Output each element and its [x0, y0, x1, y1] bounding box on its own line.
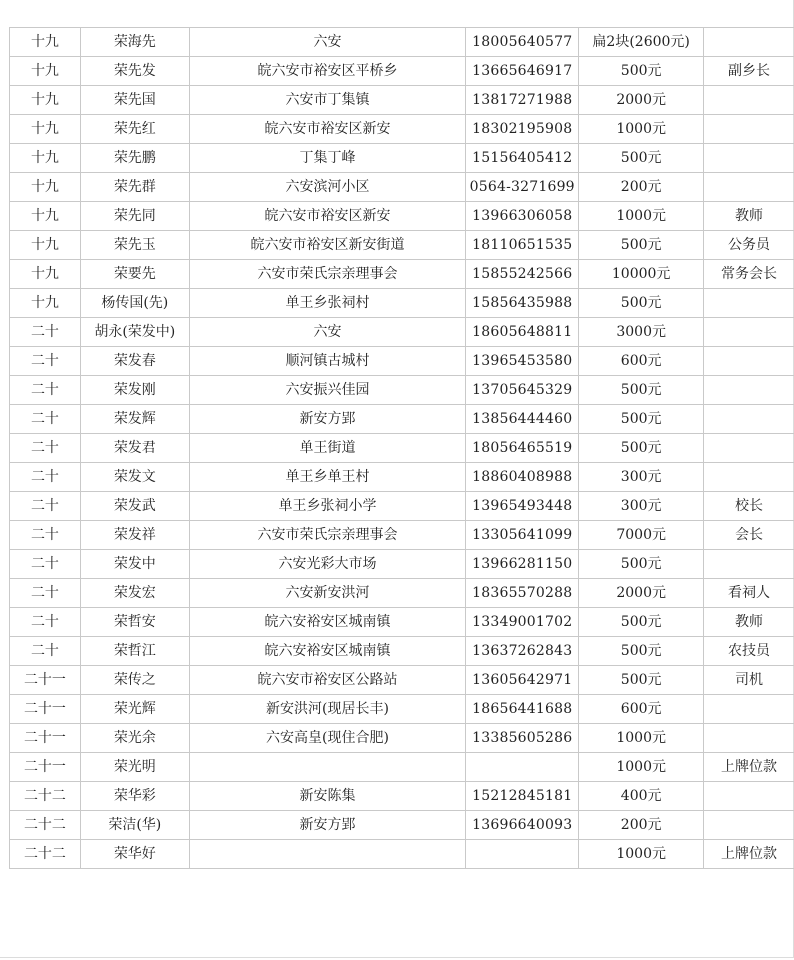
note-cell: 教师 [704, 202, 794, 231]
generation-cell: 十九 [10, 115, 81, 144]
address-cell: 新安陈集 [189, 782, 466, 811]
amount-cell: 1000元 [579, 840, 704, 869]
note-cell: 校长 [704, 492, 794, 521]
generation-cell: 十九 [10, 289, 81, 318]
name-cell: 荣哲江 [80, 637, 189, 666]
generation-cell: 二十二 [10, 782, 81, 811]
phone-cell [466, 840, 579, 869]
table-row [10, 86, 794, 115]
amount-cell: 1000元 [579, 115, 704, 144]
table-row [10, 231, 794, 260]
amount-cell: 500元 [579, 57, 704, 86]
generation-cell: 十九 [10, 231, 81, 260]
table-row [10, 318, 794, 347]
note-cell [704, 289, 794, 318]
amount-cell: 300元 [579, 463, 704, 492]
phone-cell: 18860408988 [466, 463, 579, 492]
phone-cell: 0564-3271699 [466, 173, 579, 202]
name-cell: 荣发武 [80, 492, 189, 521]
amount-cell: 600元 [579, 347, 704, 376]
address-cell: 新安方郢 [189, 811, 466, 840]
address-cell: 单王乡张祠村 [189, 289, 466, 318]
phone-cell: 18302195908 [466, 115, 579, 144]
address-cell: 六安市丁集镇 [189, 86, 466, 115]
address-cell: 皖六安市裕安区新安 [189, 202, 466, 231]
note-cell: 上牌位款 [704, 753, 794, 782]
name-cell: 荣洁(华) [80, 811, 189, 840]
address-cell: 丁集丁峰 [189, 144, 466, 173]
phone-cell: 18005640577 [466, 28, 579, 57]
name-cell: 荣华好 [80, 840, 189, 869]
table-row [10, 434, 794, 463]
note-cell: 司机 [704, 666, 794, 695]
generation-cell: 二十一 [10, 724, 81, 753]
address-cell: 单王乡单王村 [189, 463, 466, 492]
note-cell: 上牌位款 [704, 840, 794, 869]
note-cell [704, 86, 794, 115]
phone-cell: 18056465519 [466, 434, 579, 463]
table-row [10, 666, 794, 695]
name-cell: 荣发文 [80, 463, 189, 492]
amount-cell: 500元 [579, 289, 704, 318]
name-cell: 荣发祥 [80, 521, 189, 550]
phone-cell: 18110651535 [466, 231, 579, 260]
amount-cell: 500元 [579, 405, 704, 434]
generation-cell: 二十 [10, 405, 81, 434]
address-cell: 单王乡张祠小学 [189, 492, 466, 521]
amount-cell: 400元 [579, 782, 704, 811]
address-cell: 皖六安市裕安区新安 [189, 115, 466, 144]
name-cell: 荣发辉 [80, 405, 189, 434]
phone-cell: 13965493448 [466, 492, 579, 521]
name-cell: 胡永(荣发中) [80, 318, 189, 347]
table-row [10, 753, 794, 782]
generation-cell: 十九 [10, 173, 81, 202]
table-row [10, 521, 794, 550]
phone-cell: 13305641099 [466, 521, 579, 550]
table-row [10, 376, 794, 405]
generation-cell: 二十 [10, 347, 81, 376]
donor-table [9, 27, 794, 869]
amount-cell: 300元 [579, 492, 704, 521]
note-cell [704, 550, 794, 579]
generation-cell: 二十 [10, 376, 81, 405]
address-cell: 新安洪河(现居长丰) [189, 695, 466, 724]
amount-cell: 500元 [579, 231, 704, 260]
address-cell: 六安 [189, 318, 466, 347]
name-cell: 荣光辉 [80, 695, 189, 724]
generation-cell: 二十二 [10, 840, 81, 869]
name-cell: 荣海先 [80, 28, 189, 57]
table-row [10, 782, 794, 811]
amount-cell: 2000元 [579, 579, 704, 608]
generation-cell: 十九 [10, 57, 81, 86]
table-row [10, 144, 794, 173]
phone-cell: 13349001702 [466, 608, 579, 637]
phone-cell: 13605642971 [466, 666, 579, 695]
name-cell: 荣先同 [80, 202, 189, 231]
amount-cell: 3000元 [579, 318, 704, 347]
amount-cell: 500元 [579, 637, 704, 666]
name-cell: 荣哲安 [80, 608, 189, 637]
table-row [10, 57, 794, 86]
name-cell: 荣发刚 [80, 376, 189, 405]
name-cell: 荣发君 [80, 434, 189, 463]
address-cell: 六安滨河小区 [189, 173, 466, 202]
table-row [10, 724, 794, 753]
generation-cell: 二十二 [10, 811, 81, 840]
amount-cell: 500元 [579, 666, 704, 695]
table-row [10, 811, 794, 840]
phone-cell: 15856435988 [466, 289, 579, 318]
generation-cell: 十九 [10, 86, 81, 115]
generation-cell: 二十 [10, 550, 81, 579]
note-cell [704, 695, 794, 724]
note-cell: 农技员 [704, 637, 794, 666]
generation-cell: 二十 [10, 492, 81, 521]
name-cell: 荣先国 [80, 86, 189, 115]
note-cell [704, 115, 794, 144]
note-cell [704, 724, 794, 753]
phone-cell: 15855242566 [466, 260, 579, 289]
note-cell [704, 347, 794, 376]
amount-cell: 500元 [579, 376, 704, 405]
generation-cell: 二十一 [10, 695, 81, 724]
note-cell [704, 173, 794, 202]
note-cell [704, 318, 794, 347]
address-cell: 单王街道 [189, 434, 466, 463]
generation-cell: 二十 [10, 637, 81, 666]
amount-cell: 7000元 [579, 521, 704, 550]
name-cell: 荣发宏 [80, 579, 189, 608]
address-cell: 六安高皇(现住合肥) [189, 724, 466, 753]
amount-cell: 1000元 [579, 202, 704, 231]
address-cell: 六安振兴佳园 [189, 376, 466, 405]
name-cell: 荣光明 [80, 753, 189, 782]
note-cell [704, 811, 794, 840]
phone-cell: 15212845181 [466, 782, 579, 811]
address-cell: 六安市荣氏宗亲理事会 [189, 521, 466, 550]
table-row [10, 695, 794, 724]
note-cell: 公务员 [704, 231, 794, 260]
address-cell: 皖六安市裕安区新安街道 [189, 231, 466, 260]
table-row [10, 463, 794, 492]
name-cell: 荣先发 [80, 57, 189, 86]
phone-cell: 13665646917 [466, 57, 579, 86]
note-cell [704, 434, 794, 463]
phone-cell [466, 753, 579, 782]
phone-cell: 13696640093 [466, 811, 579, 840]
generation-cell: 二十一 [10, 666, 81, 695]
phone-cell: 13856444460 [466, 405, 579, 434]
amount-cell: 扁2块(2600元) [579, 28, 704, 57]
note-cell: 会长 [704, 521, 794, 550]
note-cell [704, 144, 794, 173]
table-row [10, 608, 794, 637]
amount-cell: 200元 [579, 173, 704, 202]
note-cell [704, 463, 794, 492]
phone-cell: 15156405412 [466, 144, 579, 173]
note-cell [704, 782, 794, 811]
address-cell: 六安 [189, 28, 466, 57]
name-cell: 荣光余 [80, 724, 189, 753]
name-cell: 荣先群 [80, 173, 189, 202]
name-cell: 荣发中 [80, 550, 189, 579]
address-cell: 皖六安市裕安区平桥乡 [189, 57, 466, 86]
generation-cell: 二十 [10, 608, 81, 637]
amount-cell: 600元 [579, 695, 704, 724]
phone-cell: 18656441688 [466, 695, 579, 724]
amount-cell: 500元 [579, 550, 704, 579]
table-row [10, 405, 794, 434]
note-cell [704, 28, 794, 57]
generation-cell: 二十 [10, 463, 81, 492]
note-cell: 教师 [704, 608, 794, 637]
table-row [10, 550, 794, 579]
generation-cell: 二十一 [10, 753, 81, 782]
note-cell [704, 376, 794, 405]
table-row [10, 840, 794, 869]
name-cell: 荣先玉 [80, 231, 189, 260]
phone-cell: 13966281150 [466, 550, 579, 579]
generation-cell: 二十 [10, 318, 81, 347]
address-cell: 六安新安洪河 [189, 579, 466, 608]
name-cell: 荣要先 [80, 260, 189, 289]
phone-cell: 13817271988 [466, 86, 579, 115]
amount-cell: 10000元 [579, 260, 704, 289]
address-cell: 皖六安裕安区城南镇 [189, 608, 466, 637]
table-row [10, 492, 794, 521]
phone-cell: 13705645329 [466, 376, 579, 405]
amount-cell: 200元 [579, 811, 704, 840]
table-row [10, 289, 794, 318]
generation-cell: 二十 [10, 521, 81, 550]
generation-cell: 二十 [10, 579, 81, 608]
phone-cell: 13385605286 [466, 724, 579, 753]
phone-cell: 13965453580 [466, 347, 579, 376]
generation-cell: 二十 [10, 434, 81, 463]
note-cell: 常务会长 [704, 260, 794, 289]
address-cell: 皖六安市裕安区公路站 [189, 666, 466, 695]
table-row [10, 115, 794, 144]
amount-cell: 500元 [579, 144, 704, 173]
generation-cell: 十九 [10, 28, 81, 57]
generation-cell: 十九 [10, 260, 81, 289]
table-row [10, 260, 794, 289]
name-cell: 杨传国(先) [80, 289, 189, 318]
note-cell [704, 405, 794, 434]
generation-cell: 十九 [10, 144, 81, 173]
address-cell: 六安光彩大市场 [189, 550, 466, 579]
amount-cell: 1000元 [579, 753, 704, 782]
address-cell: 六安市荣氏宗亲理事会 [189, 260, 466, 289]
phone-cell: 18605648811 [466, 318, 579, 347]
name-cell: 荣发春 [80, 347, 189, 376]
name-cell: 荣华彩 [80, 782, 189, 811]
address-cell [189, 840, 466, 869]
note-cell: 副乡长 [704, 57, 794, 86]
amount-cell: 500元 [579, 434, 704, 463]
amount-cell: 2000元 [579, 86, 704, 115]
address-cell: 顺河镇古城村 [189, 347, 466, 376]
address-cell: 皖六安裕安区城南镇 [189, 637, 466, 666]
phone-cell: 18365570288 [466, 579, 579, 608]
name-cell: 荣先红 [80, 115, 189, 144]
page-bottom-edge [0, 957, 794, 958]
table-row [10, 202, 794, 231]
table-row [10, 28, 794, 57]
table-row [10, 637, 794, 666]
note-cell: 看祠人 [704, 579, 794, 608]
table-row [10, 173, 794, 202]
table-row [10, 347, 794, 376]
phone-cell: 13966306058 [466, 202, 579, 231]
address-cell [189, 753, 466, 782]
name-cell: 荣先鹏 [80, 144, 189, 173]
name-cell: 荣传之 [80, 666, 189, 695]
amount-cell: 500元 [579, 608, 704, 637]
amount-cell: 1000元 [579, 724, 704, 753]
donor-table-body [10, 28, 794, 869]
phone-cell: 13637262843 [466, 637, 579, 666]
table-row [10, 579, 794, 608]
generation-cell: 十九 [10, 202, 81, 231]
address-cell: 新安方郢 [189, 405, 466, 434]
